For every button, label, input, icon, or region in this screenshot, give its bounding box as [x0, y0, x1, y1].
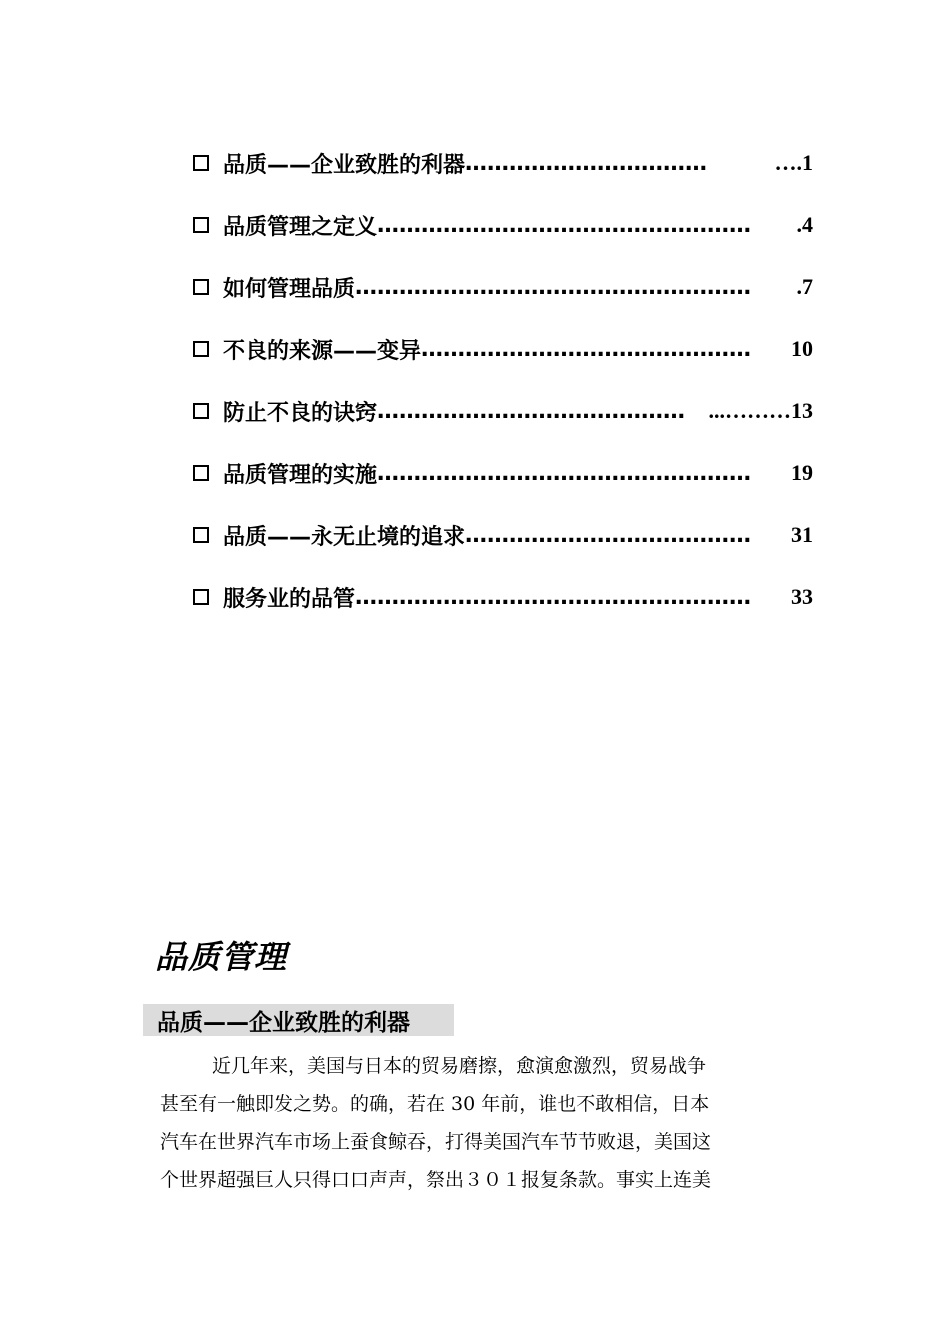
toc-page-number: 31 — [791, 522, 813, 547]
toc-page-number: ...………13 — [708, 398, 813, 423]
checkbox-icon[interactable] — [193, 279, 209, 295]
toc-page-number: 10 — [791, 336, 813, 361]
toc-item[interactable] — [193, 566, 813, 628]
toc-item-label: 品质管理的实施 — [223, 462, 378, 488]
toc-item-label: 品质——企业致胜的利器 — [223, 152, 466, 178]
body-paragraph — [160, 1047, 810, 1199]
table-of-contents — [193, 132, 813, 628]
toc-item[interactable] — [193, 132, 813, 194]
toc-item-label: 服务业的品管 — [223, 586, 356, 612]
toc-leader: ……………………………………………… — [355, 584, 752, 610]
toc-leader: …………………………………………… — [377, 460, 752, 486]
toc-item-label: 品质——永无止境的追求 — [223, 524, 466, 550]
toc-page-number: 33 — [791, 584, 813, 609]
toc-page-number: .4 — [796, 212, 813, 237]
toc-page-number: ….1 — [774, 150, 813, 175]
toc-leader: …………………………………… — [377, 398, 686, 424]
toc-item-label: 防止不良的诀窍 — [223, 400, 378, 426]
section-heading: 品质——企业致胜的利器 — [143, 1004, 454, 1036]
toc-item[interactable] — [193, 194, 813, 256]
toc-leader: …………………………………………… — [377, 212, 752, 238]
toc-item-label: 如何管理品质 — [223, 276, 356, 302]
checkbox-icon[interactable] — [193, 527, 209, 543]
checkbox-icon[interactable] — [193, 465, 209, 481]
toc-leader: ……………………………………………… — [355, 274, 752, 300]
checkbox-icon[interactable] — [193, 589, 209, 605]
checkbox-icon[interactable] — [193, 155, 209, 171]
toc-item[interactable] — [193, 504, 813, 566]
toc-item-label: 不良的来源——变异 — [223, 338, 422, 364]
toc-page-number: 19 — [791, 460, 813, 485]
checkbox-icon[interactable] — [193, 403, 209, 419]
toc-leader: ………………………………… — [465, 522, 752, 548]
toc-leader: …………………………… — [465, 150, 708, 176]
document-title: 品质管理 — [155, 938, 288, 976]
toc-page-number: .7 — [796, 274, 813, 299]
checkbox-icon[interactable] — [193, 217, 209, 233]
toc-item[interactable] — [193, 318, 813, 380]
toc-item[interactable] — [193, 380, 813, 442]
paragraph-line: 近几年来，美国与日本的贸易磨擦，愈演愈激烈，贸易战争 — [212, 1055, 707, 1077]
paragraph-line: 甚至有一触即发之势。的确，若在 30 年前，谁也不敢相信，日本 — [160, 1093, 710, 1115]
paragraph-line: 个世界超强巨人只得口口声声，祭出３０１报复条款。事实上连美 — [160, 1169, 712, 1191]
checkbox-icon[interactable] — [193, 341, 209, 357]
paragraph-line: 汽车在世界汽车市场上蚕食鲸吞，打得美国汽车节节败退，美国这 — [160, 1131, 712, 1153]
toc-leader: ……………………………………… — [421, 336, 752, 362]
toc-item-label: 品质管理之定义 — [223, 214, 378, 240]
toc-item[interactable] — [193, 442, 813, 504]
toc-item[interactable] — [193, 256, 813, 318]
